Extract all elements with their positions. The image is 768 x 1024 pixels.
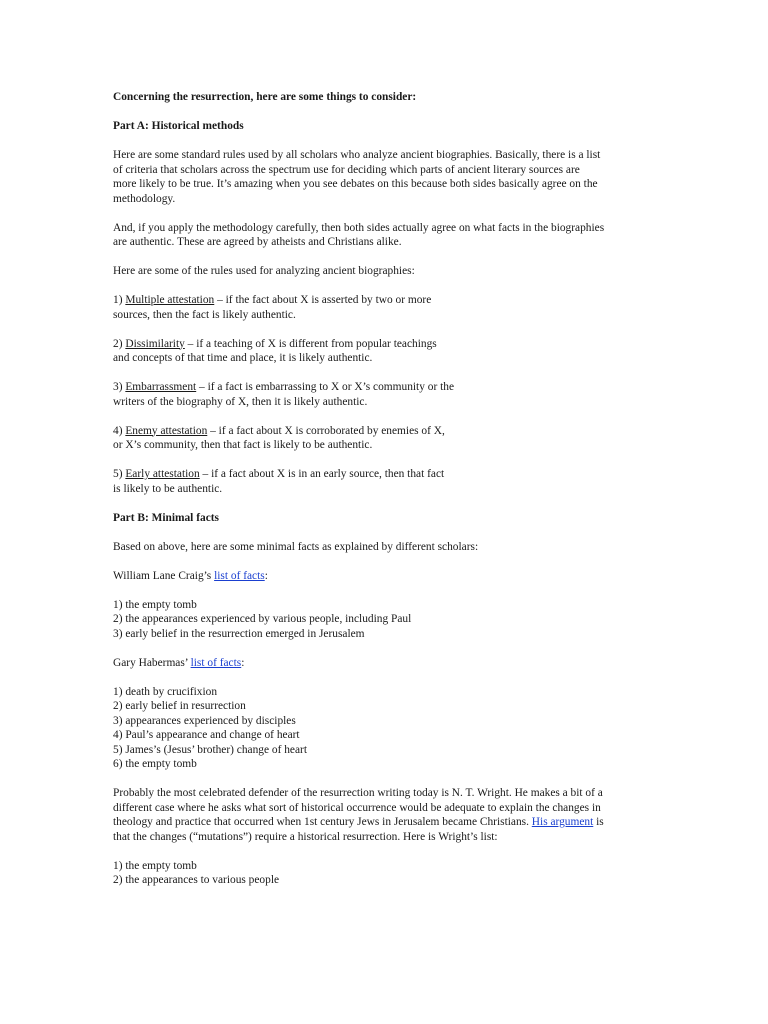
rule-term: Embarrassment — [125, 381, 197, 393]
rule-item: 3) Embarrassment – if a fact is embarrassing to X or X’s community or the writers of the biography of X, then it is likely authentic. — [113, 381, 455, 408]
rule-term: Dissimilarity — [125, 337, 185, 350]
wright-argument-link[interactable]: His argument — [531, 816, 594, 828]
list-item: 2) early belief in resurrection — [113, 700, 246, 712]
habermas-list-link[interactable]: list of facts — [190, 656, 242, 669]
document-heading: Concerning the resurrection, here are some things to consider: — [113, 91, 417, 103]
habermas-heading: Gary Habermas’ list of facts: — [113, 656, 245, 669]
part-a-paragraph-2: And, if you apply the methodology carefully, then both sides actually agree on what facts in the biographies are authentic. These are agreed by atheists and Christians alike. — [113, 221, 605, 248]
rule-item: 4) Enemy attestation – if a fact about X is corroborated by enemies of X, or X’s community, then that fact is likely to be authentic. — [113, 424, 445, 451]
list-item: 2) the appearances to various people — [113, 874, 280, 886]
wright-paragraph: Probably the most celebrated defender of the resurrection writing today is N. T. Wright. He makes a bit of a different case where he asks what sort of historical occurrence would be adequate to explain the changes in theology and practice that occurred when 1st century Jews in Jerusalem became Christians. His argument is that the changes (“mutations”) require a historical resurrection. Here is Wright’s list: — [113, 787, 604, 843]
rule-item: 5) Early attestation – if a fact about X is in an early source, then that fact is likely to be authentic. — [113, 468, 445, 495]
part-b-title: Part B: Minimal facts — [113, 511, 219, 524]
list-item: 3) appearances experienced by disciples — [113, 714, 296, 727]
list-item: 2) the appearances experienced by various people, including Paul — [113, 613, 412, 625]
craig-list — [113, 598, 658, 642]
rule-term: Multiple attestation — [125, 294, 215, 306]
part-a-paragraph-1: Here are some standard rules used by all scholars who analyze ancient biographies. Basically, there is a list of criteria that scholars across the spectrum use for deciding which parts of ancient literary sources are more likely to be true. It’s amazing when you see debates on this because both sides basically agree on the methodology. — [113, 149, 601, 205]
rule-term: Early attestation — [125, 468, 200, 480]
list-item: 6) the empty tomb — [113, 758, 197, 770]
craig-list-link[interactable]: list of facts — [214, 569, 265, 582]
rule-item: 2) Dissimilarity – if a teaching of X is different from popular teachings and concepts of that time and place, it is likely authentic. — [113, 337, 437, 364]
rule-item: 1) Multiple attestation – if the fact about X is asserted by two or more sources, then the fact is likely authentic. — [113, 294, 432, 321]
part-b-intro: Based on above, here are some minimal facts as explained by different scholars: — [113, 540, 479, 553]
list-item: 4) Paul’s appearance and change of heart — [113, 729, 300, 741]
list-item: 5) James’s (Jesus’ brother) change of heart — [113, 743, 307, 756]
rule-term: Enemy attestation — [125, 424, 208, 437]
wright-list — [113, 859, 658, 888]
list-item: 3) early belief in the resurrection emerged in Jerusalem — [113, 627, 365, 640]
list-item: 1) the empty tomb — [113, 598, 197, 611]
list-item: 1) the empty tomb — [113, 859, 197, 872]
part-a-title: Part A: Historical methods — [113, 120, 244, 132]
part-a-paragraph-3: Here are some of the rules used for analyzing ancient biographies: — [113, 265, 415, 277]
list-item: 1) death by crucifixion — [113, 685, 218, 698]
habermas-list — [113, 685, 658, 772]
craig-heading: William Lane Craig’s list of facts: — [113, 569, 268, 582]
document-page — [113, 90, 658, 888]
